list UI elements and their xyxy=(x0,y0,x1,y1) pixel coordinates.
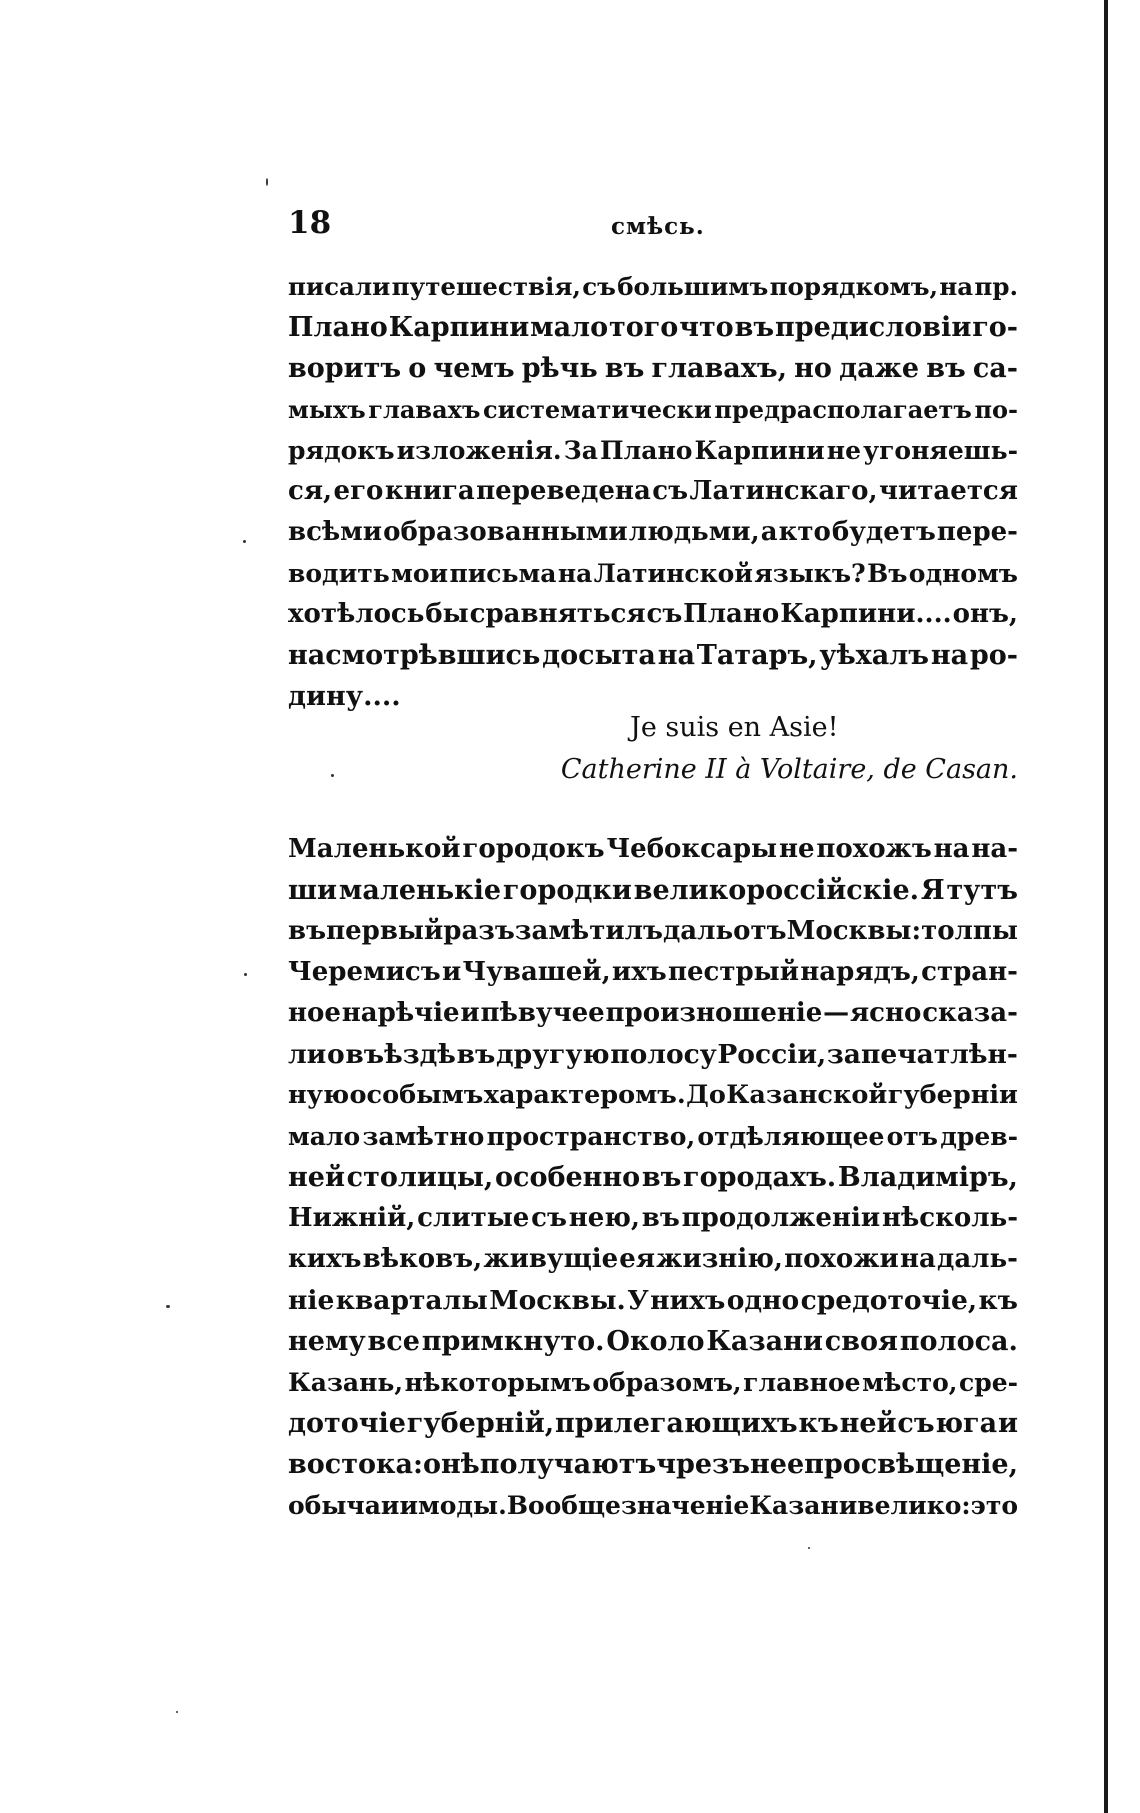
text-line: мало замѣтно пространство, отдѣляющее отъ древ- xyxy=(288,1122,1018,1151)
page-number: 18 xyxy=(288,205,332,241)
text-line: нему все примкнуто. Около Казани своя полоса. xyxy=(288,1326,1018,1357)
running-head: смѣсь. xyxy=(611,213,705,240)
text-line: ней столицы, особенно въ городахъ. Владиміръ, xyxy=(288,1162,1018,1193)
paragraph-continued xyxy=(288,266,1018,717)
text-line: мыхъ главахъ систематически предрасполагаетъ по- xyxy=(288,395,1018,424)
text-line: Нижній, слитые съ нею, въ продолженіи нѣсколь- xyxy=(288,1203,1018,1233)
scan-speck xyxy=(331,774,334,777)
text-line: насмотрѣвшись досыта на Татаръ, уѣхалъ на ро- xyxy=(288,640,1018,671)
text-line: Плано Карпини мало того что въ предисловіи го- xyxy=(288,312,1018,343)
text-line: водить мои письма на Латинской языкъ? Въ одномъ xyxy=(288,559,1018,588)
text-line: въ первый разъ замѣтилъ даль отъ Москвы: толпы xyxy=(288,916,1018,946)
text-line: кихъ вѣковъ, живущіе ея жизнію, похожи на даль- xyxy=(288,1244,1018,1274)
paragraph-cheboksary xyxy=(288,829,1018,1526)
page-header xyxy=(288,205,1028,255)
text-line: Черемисъ и Чувашей, ихъ пестрый нарядъ, стран- xyxy=(288,957,1018,987)
text-line: Казань, нѣкоторымъ образомъ, главное мѣсто, сре- xyxy=(288,1368,1018,1397)
text-line: востока: онѣ получаютъ чрезъ нее просвѣщеніе, xyxy=(288,1449,1018,1480)
text-line: дину.... xyxy=(288,681,401,712)
text-line: воритъ о чемъ рѣчь въ главахъ, но даже въ са- xyxy=(288,353,1018,384)
text-line: обычаи и моды. Вообще значеніе Казани велико: это xyxy=(288,1491,1019,1520)
page-edge-shadow xyxy=(1104,0,1108,1813)
text-line: ную особымъ характеромъ. До Казанской губерніи xyxy=(288,1080,1018,1110)
scan-speck xyxy=(166,1305,170,1308)
epigraph xyxy=(288,707,1018,791)
text-line: рядокъ изложенія. За Плано Карпини не угоняешь- xyxy=(288,436,1018,465)
text-line: ши маленькіе городки великороссійскіе. Я тутъ xyxy=(288,875,1018,906)
text-line: доточіе губерній, прилегающихъ къ ней съ юга и xyxy=(288,1408,1018,1439)
text-line: Маленькой городокъ Чебоксары не похожъ на на- xyxy=(288,834,1018,864)
text-line: писали путешествія, съ большимъ порядкомъ, на пр. xyxy=(288,272,1018,301)
scan-speck xyxy=(808,1547,810,1549)
scan-speck xyxy=(176,1711,178,1713)
scan-speck xyxy=(244,973,247,976)
text-line: ніе кварталы Москвы. У нихъ одно средоточіе, къ xyxy=(288,1285,1018,1316)
text-line: ся, его книга переведена съ Латинскаго, читается xyxy=(288,476,1018,506)
scan-speck xyxy=(243,540,246,543)
text-line: хотѣлось бы сравняться съ Плано Карпини.... онъ, xyxy=(288,599,1018,629)
scan-speck xyxy=(266,178,268,186)
text-line: всѣми образованными людьми, а кто будетъ пере- xyxy=(288,517,1018,547)
epigraph-quote: Je suis en Asie! xyxy=(630,712,839,743)
epigraph-attribution: Catherine II à Voltaire, de Casan. xyxy=(560,754,1018,785)
text-line: ное нарѣчіе и пѣвучее произношеніе — ясно сказа- xyxy=(288,998,1018,1028)
text-line: ли о въѣздѣ въ другую полосу Россіи, запечатлѣн- xyxy=(288,1039,1018,1070)
